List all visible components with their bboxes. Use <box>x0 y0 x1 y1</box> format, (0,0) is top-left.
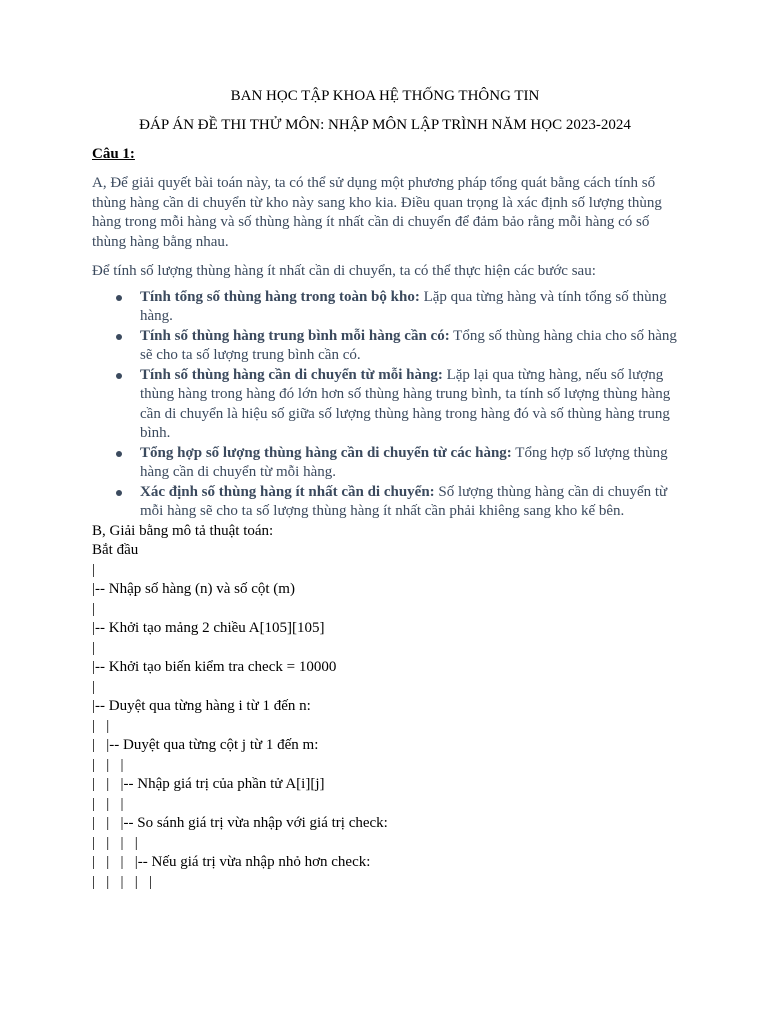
algorithm-line: | <box>92 600 96 617</box>
step-text: Lặp qua từng hàng và tính tổng số thùng hàng. <box>140 288 667 324</box>
algorithm-line: | | | <box>92 795 124 812</box>
bullet-icon <box>116 451 122 457</box>
algorithm-line: Bắt đầu <box>92 542 139 558</box>
step-title: Tính số thùng hàng trung bình mỗi hàng cần có: <box>140 327 450 344</box>
bullet-icon <box>116 490 122 496</box>
document-page <box>92 86 678 892</box>
step-text: Tổng hợp số lượng thùng hàng cần di chuyển từ mỗi hàng. <box>140 444 668 480</box>
algorithm-tree <box>92 541 678 892</box>
algorithm-line: | <box>92 639 96 656</box>
bullet-icon <box>116 295 122 301</box>
algorithm-line: | <box>92 561 96 578</box>
algorithm-line: | | | | <box>92 834 138 851</box>
algorithm-line: | | | | | <box>92 873 153 890</box>
step-text: Lặp lại qua từng hàng, nếu số lượng thùng hàng trong hàng đó lớn hơn số thùng hàng trung bình, ta tính số lượng thùng hàng cần di chuyển là hiệu số giữa số lượng thùng hàng trong hàng đó và số thùng hàng trung bình. <box>140 366 671 441</box>
list-item <box>92 366 678 444</box>
step-text: Tổng số thùng hàng chia cho số hàng sẽ cho ta số lượng trung bình cần có. <box>140 327 677 363</box>
algorithm-line: |-- Khởi tạo biến kiểm tra check = 10000 <box>92 659 337 675</box>
algorithm-line: | <box>92 678 96 695</box>
step-title: Tính tổng số thùng hàng trong toàn bộ kho: <box>140 288 420 305</box>
algorithm-line: | | |-- Nhập giá trị của phần tử A[i][j] <box>92 776 325 792</box>
bullet-icon <box>116 334 122 340</box>
algorithm-line: | | <box>92 717 110 734</box>
algorithm-line: |-- Duyệt qua từng hàng i từ 1 đến n: <box>92 698 311 714</box>
algorithm-line: | | | |-- Nếu giá trị vừa nhập nhỏ hơn check: <box>92 854 371 870</box>
document-title: BAN HỌC TẬP KHOA HỆ THỐNG THÔNG TIN <box>230 88 540 104</box>
step-title: Xác định số thùng hàng ít nhất cần di chuyển: <box>140 483 435 500</box>
algorithm-line: |-- Khởi tạo mảng 2 chiều A[105][105] <box>92 620 325 636</box>
exam-title: ĐÁP ÁN ĐỀ THI THỬ MÔN: NHẬP MÔN LẬP TRÌNH NĂM HỌC 2023-2024 <box>139 117 631 133</box>
steps-list <box>92 288 678 522</box>
list-item <box>92 288 678 327</box>
question-label: Câu 1: <box>92 146 135 162</box>
list-item <box>92 483 678 522</box>
part-b-heading: B, Giải bằng mô tả thuật toán: <box>92 522 274 539</box>
steps-intro: Để tính số lượng thùng hàng ít nhất cần di chuyển, ta có thể thực hiện các bước sau: <box>92 263 596 279</box>
step-title: Tổng hợp số lượng thùng hàng cần di chuyển từ các hàng: <box>140 444 512 461</box>
step-text: Số lượng thùng hàng cần di chuyển từ mỗi hàng sẽ cho ta số lượng thùng hàng ít nhất cần phải khiêng sang kho kế bên. <box>140 483 668 519</box>
list-item <box>92 444 678 483</box>
list-item <box>92 327 678 366</box>
algorithm-line: | | |-- So sánh giá trị vừa nhập với giá trị check: <box>92 815 388 831</box>
part-a-paragraph: A, Để giải quyết bài toán này, ta có thể sử dụng một phương pháp tổng quát bằng cách tính số thùng hàng cần di chuyển từ kho này sang kho kia. Điều quan trọng là xác định số lượng thùng hàng trong mỗi hàng và số thùng hàng ít nhất cần di chuyển để đảm bảo rằng mỗi hàng có số thùng hàng bằng nhau. <box>92 175 662 250</box>
algorithm-line: |-- Nhập số hàng (n) và số cột (m) <box>92 581 295 597</box>
algorithm-line: | | | <box>92 756 124 773</box>
step-title: Tính số thùng hàng cần di chuyển từ mỗi hàng: <box>140 366 443 383</box>
algorithm-line: | |-- Duyệt qua từng cột j từ 1 đến m: <box>92 737 319 753</box>
bullet-icon <box>116 373 122 379</box>
